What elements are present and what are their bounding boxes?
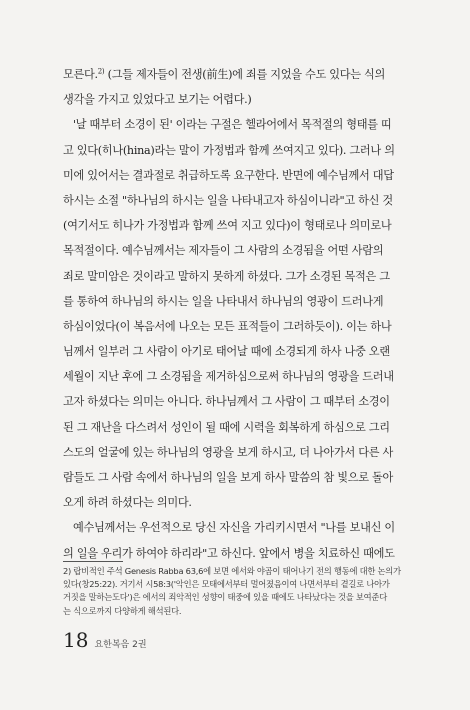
text-line: (여기서도 히나가 가정법과 함께 쓰여 지고 있다)이 형태로나 의미로나: [63, 219, 392, 233]
footnote-line: 거짓을 말하는도다')은 에서의 죄악적인 성향이 태중에 있을 때에도 나타났다는 것을 보여준다: [63, 592, 387, 603]
text-line: 예수님께서는 우선적으로 당신 자신을 가리키시면서 "나를 보내신 이: [73, 521, 395, 535]
text-line: 오게 하려 하셨다는 의미다.: [63, 496, 192, 510]
text-line: 고자 하셨다는 의미는 아니다. 하나님께서 그 사람이 그 때부터 소경이: [63, 395, 390, 409]
text-line: 의 일을 우리가 하여야 하리라"고 하신다. 앞에서 병을 치료하신 때에도: [63, 546, 395, 560]
text-line: 람들도 그 사람 속에서 하나님의 일을 보게 하사 말씀의 참 빛으로 돌아: [63, 471, 394, 484]
footnote: [63, 565, 423, 618]
footnote-marker: 2): [97, 67, 105, 76]
text-line: 미에 있어서는 결과절로 취급하도록 요구한다. 반면에 예수님께서 대답: [63, 168, 394, 182]
text-line: 하심이었다(이 복음서에 나오는 모든 표적들이 그러하듯이). 이는 하나: [63, 319, 392, 333]
text-line: '날 때부터 소경이 된' 이라는 구절은 헬라어에서 목적절의 형태를 띠: [73, 118, 392, 132]
footnote-divider: [63, 561, 123, 562]
footnote-line: 있다(창25:22). 거기서 시58:3('악인은 모태에서부터 멀어졌음이여 나면서부터 곁길로 나아가: [63, 579, 390, 590]
footnote-line: 는 식으로까지 다양하게 해석된다.: [63, 605, 182, 616]
text-line: 를 통하여 하나님의 하시는 일을 나타내서 하나님의 영광이 드러나게: [63, 294, 384, 308]
text-line: 된 그 재난을 다스려서 성인이 될 때에 시력을 회복하게 하심으로 그리: [63, 420, 390, 434]
page-number: 18: [63, 628, 89, 652]
page-folio: [63, 628, 147, 652]
text-line: 님께서 일부러 그 사람이 아기로 태어날 때에 소경되게 하사 나중 오랜: [63, 345, 390, 359]
text-line: [63, 62, 418, 87]
body-text: [63, 62, 418, 566]
text-line: 고 있다(히나(hina)라는 말이 가정법과 함께 쓰여지고 있다). 그러나 의: [63, 143, 395, 157]
text-line: 목적절이다. 예수님께서는 제자들이 그 사람의 소경됨을 어떤 사람의: [63, 244, 384, 258]
text-line: 생각을 가지고 있었다고 보기는 어렵다.): [63, 93, 252, 107]
line-text: 모른다.: [63, 68, 98, 81]
text-line: 세월이 지난 후에 그 소경됨을 제거하심으로써 하나님의 영광을 드러내: [63, 370, 394, 384]
text-line: 하시는 소절 "하나님의 하시는 일을 나타내고자 하심이니라"고 하신 것: [63, 193, 393, 207]
line-text: (그들 제자들이 전생(前生)에 죄를 지었을 수도 있다는 식의: [104, 68, 386, 81]
running-title: 요한복음 2권: [94, 640, 147, 650]
footnote-line: 2) 랍비적인 주석 Genesis Rabba 63,6에 보면 에서와 야곱이 태어나기 전의 행동에 대한 논의가: [63, 566, 401, 576]
text-line: 죄로 말미암은 것이라고 말하지 못하게 하셨다. 그가 소경된 목적은 그: [63, 269, 390, 283]
text-line: 스도의 얼굴에 있는 하나님의 영광을 보게 하시고, 더 나아가서 다른 사: [63, 445, 394, 459]
